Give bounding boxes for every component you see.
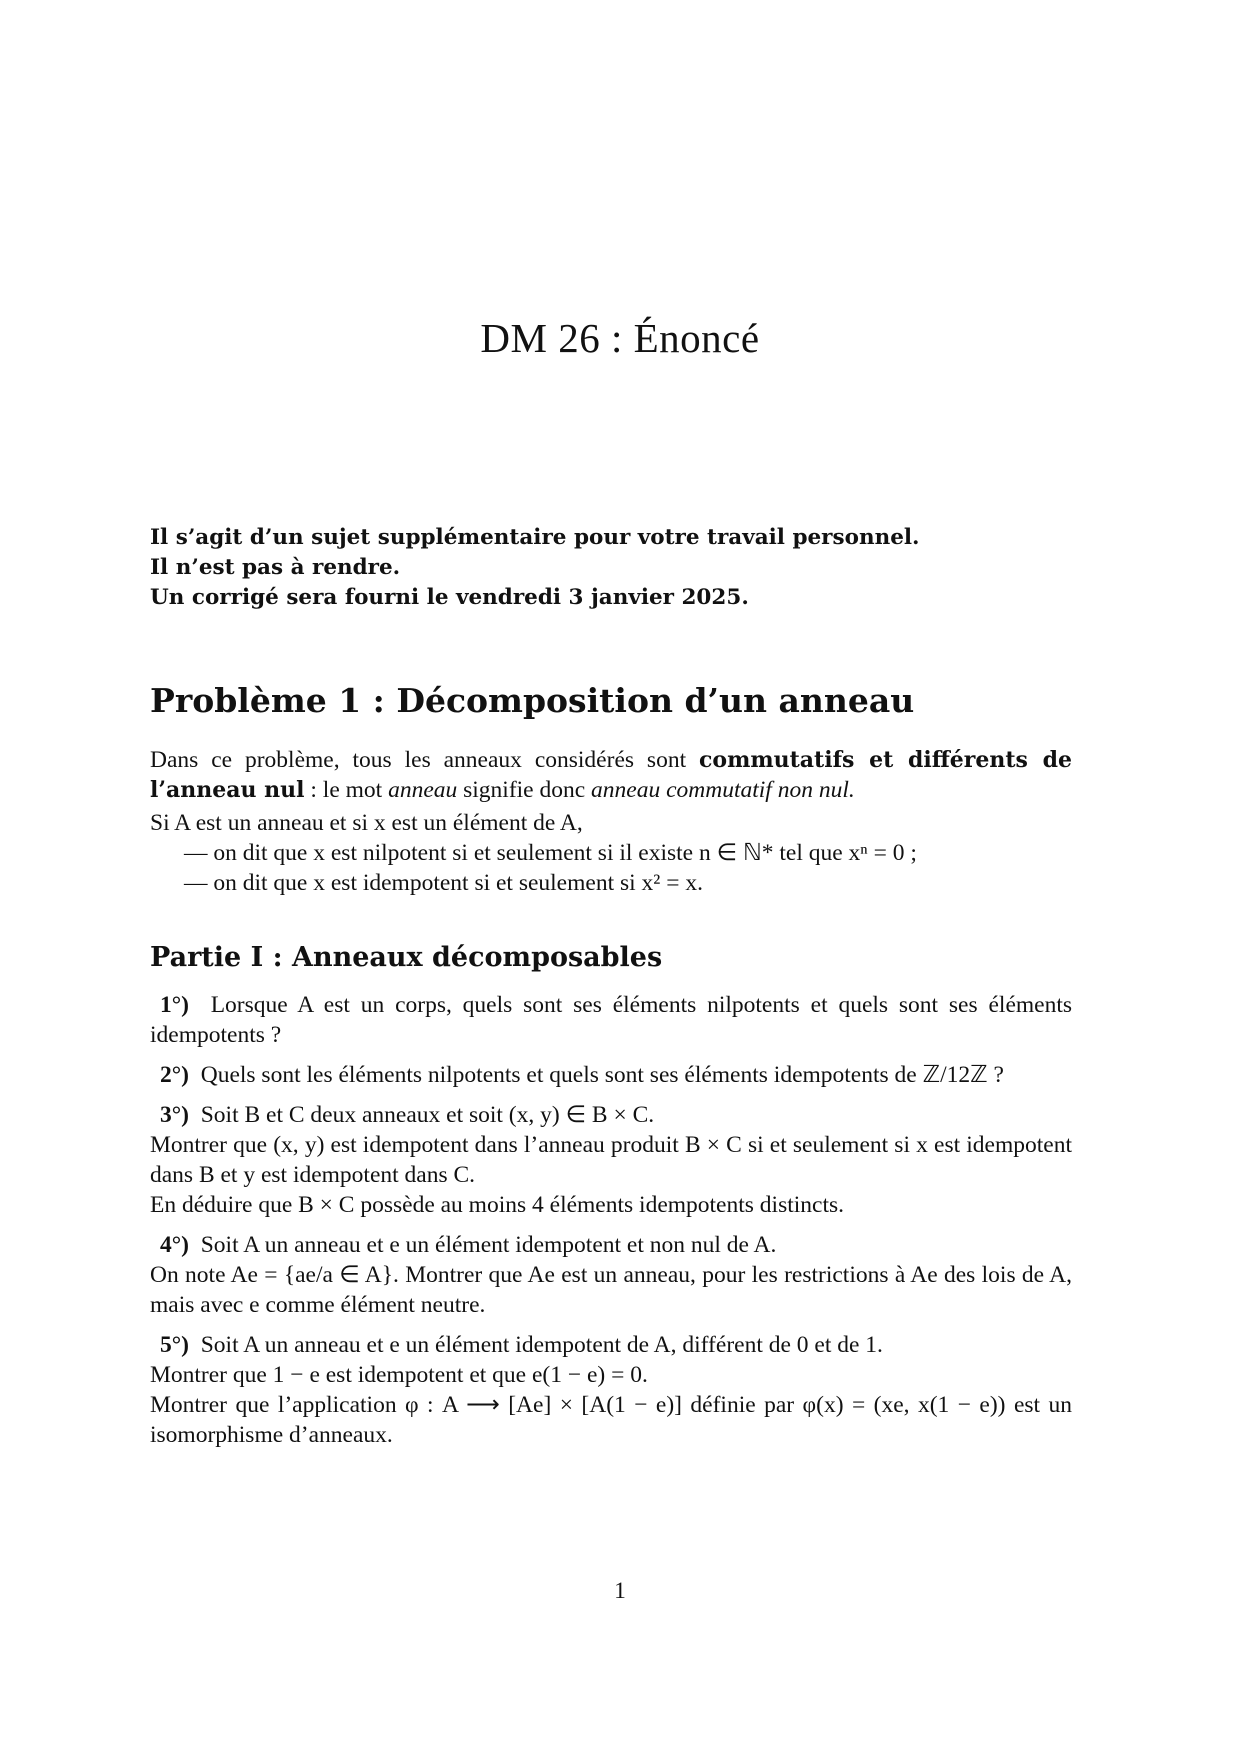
- question-4: [150, 1230, 1072, 1320]
- question-text: Quels sont les éléments nilpotents et quels sont ses éléments idempotents de ℤ/12ℤ ?: [200, 1062, 1004, 1088]
- question-text: Soit B et C deux anneaux et soit (x, y) ∈ B × C.: [200, 1102, 655, 1128]
- intro-italic: anneau commutatif non nul.: [591, 777, 855, 803]
- question-line: Montrer que (x, y) est idempotent dans l’anneau produit B × C si et seulement si x est idempotent dans B et y est idempotent dans C.: [150, 1132, 1072, 1188]
- question-5: [150, 1330, 1072, 1450]
- question-line: [150, 1330, 1072, 1360]
- question-line: [150, 1100, 1072, 1130]
- question-3: [150, 1100, 1072, 1220]
- question-number: 3°): [160, 1102, 189, 1128]
- question-number: 1°): [160, 992, 189, 1018]
- question-text: Soit A un anneau et e un élément idempotent et non nul de A.: [200, 1232, 777, 1258]
- definition-nilpotent: — on dit que x est nilpotent si et seulement si il existe n ∈ ℕ* tel que xⁿ = 0 ;: [184, 840, 917, 866]
- question-text: Lorsque A est un corps, quels sont ses éléments nilpotents et quels sont ses éléments idempotents ?: [150, 992, 1073, 1048]
- problem-intro: [150, 745, 1072, 898]
- question-number: 2°): [160, 1062, 189, 1088]
- question-1: [150, 990, 1072, 1050]
- intro-text: signifie donc: [457, 777, 592, 803]
- intro-text: : le mot: [304, 777, 389, 803]
- page-number: 1: [614, 1578, 626, 1604]
- intro-italic: anneau: [388, 777, 458, 803]
- definition-idempotent: — on dit que x est idempotent si et seulement si x² = x.: [184, 870, 703, 896]
- notice-line: Un corrigé sera fourni le vendredi 3 janvier 2025.: [150, 585, 749, 610]
- question-line: [150, 1230, 1072, 1260]
- question-line: Montrer que l’application φ : A ⟶ [Ae] × [A(1 − e)] définie par φ(x) = (xe, x(1 − e)) est un isomorphisme d’anneaux.: [150, 1392, 1072, 1448]
- notice-line: Il s’agit d’un sujet supplémentaire pour votre travail personnel.: [150, 525, 920, 550]
- question-number: 4°): [160, 1232, 189, 1258]
- question-2: [150, 1060, 1072, 1090]
- question-line: On note Ae = {ae/a ∈ A}. Montrer que Ae est un anneau, pour les restrictions à Ae des lois de A, mais avec e comme élément neutre.: [150, 1262, 1072, 1318]
- notice-block: [150, 523, 920, 613]
- intro-text: Dans ce problème, tous les anneaux considérés sont: [150, 747, 700, 773]
- notice-line: Il n’est pas à rendre.: [150, 555, 401, 580]
- intro-paragraph: [150, 745, 1072, 805]
- question-line: Montrer que 1 − e est idempotent et que e(1 − e) = 0.: [150, 1362, 648, 1388]
- question-number: 5°): [160, 1332, 189, 1358]
- problem-title: Problème 1 : Décomposition d’un anneau: [150, 681, 915, 720]
- document-title: DM 26 : Énoncé: [480, 315, 760, 361]
- definition-intro: Si A est un anneau et si x est un élément de A,: [150, 810, 583, 836]
- question-line: En déduire que B × C possède au moins 4 éléments idempotents distincts.: [150, 1192, 844, 1218]
- part-title: Partie I : Anneaux décomposables: [150, 942, 663, 973]
- intro-bold: commutatifs et différents de l’anneau nul: [150, 747, 1072, 803]
- questions-list: [150, 990, 1072, 1460]
- question-text: Soit A un anneau et e un élément idempotent de A, différent de 0 et de 1.: [200, 1332, 883, 1358]
